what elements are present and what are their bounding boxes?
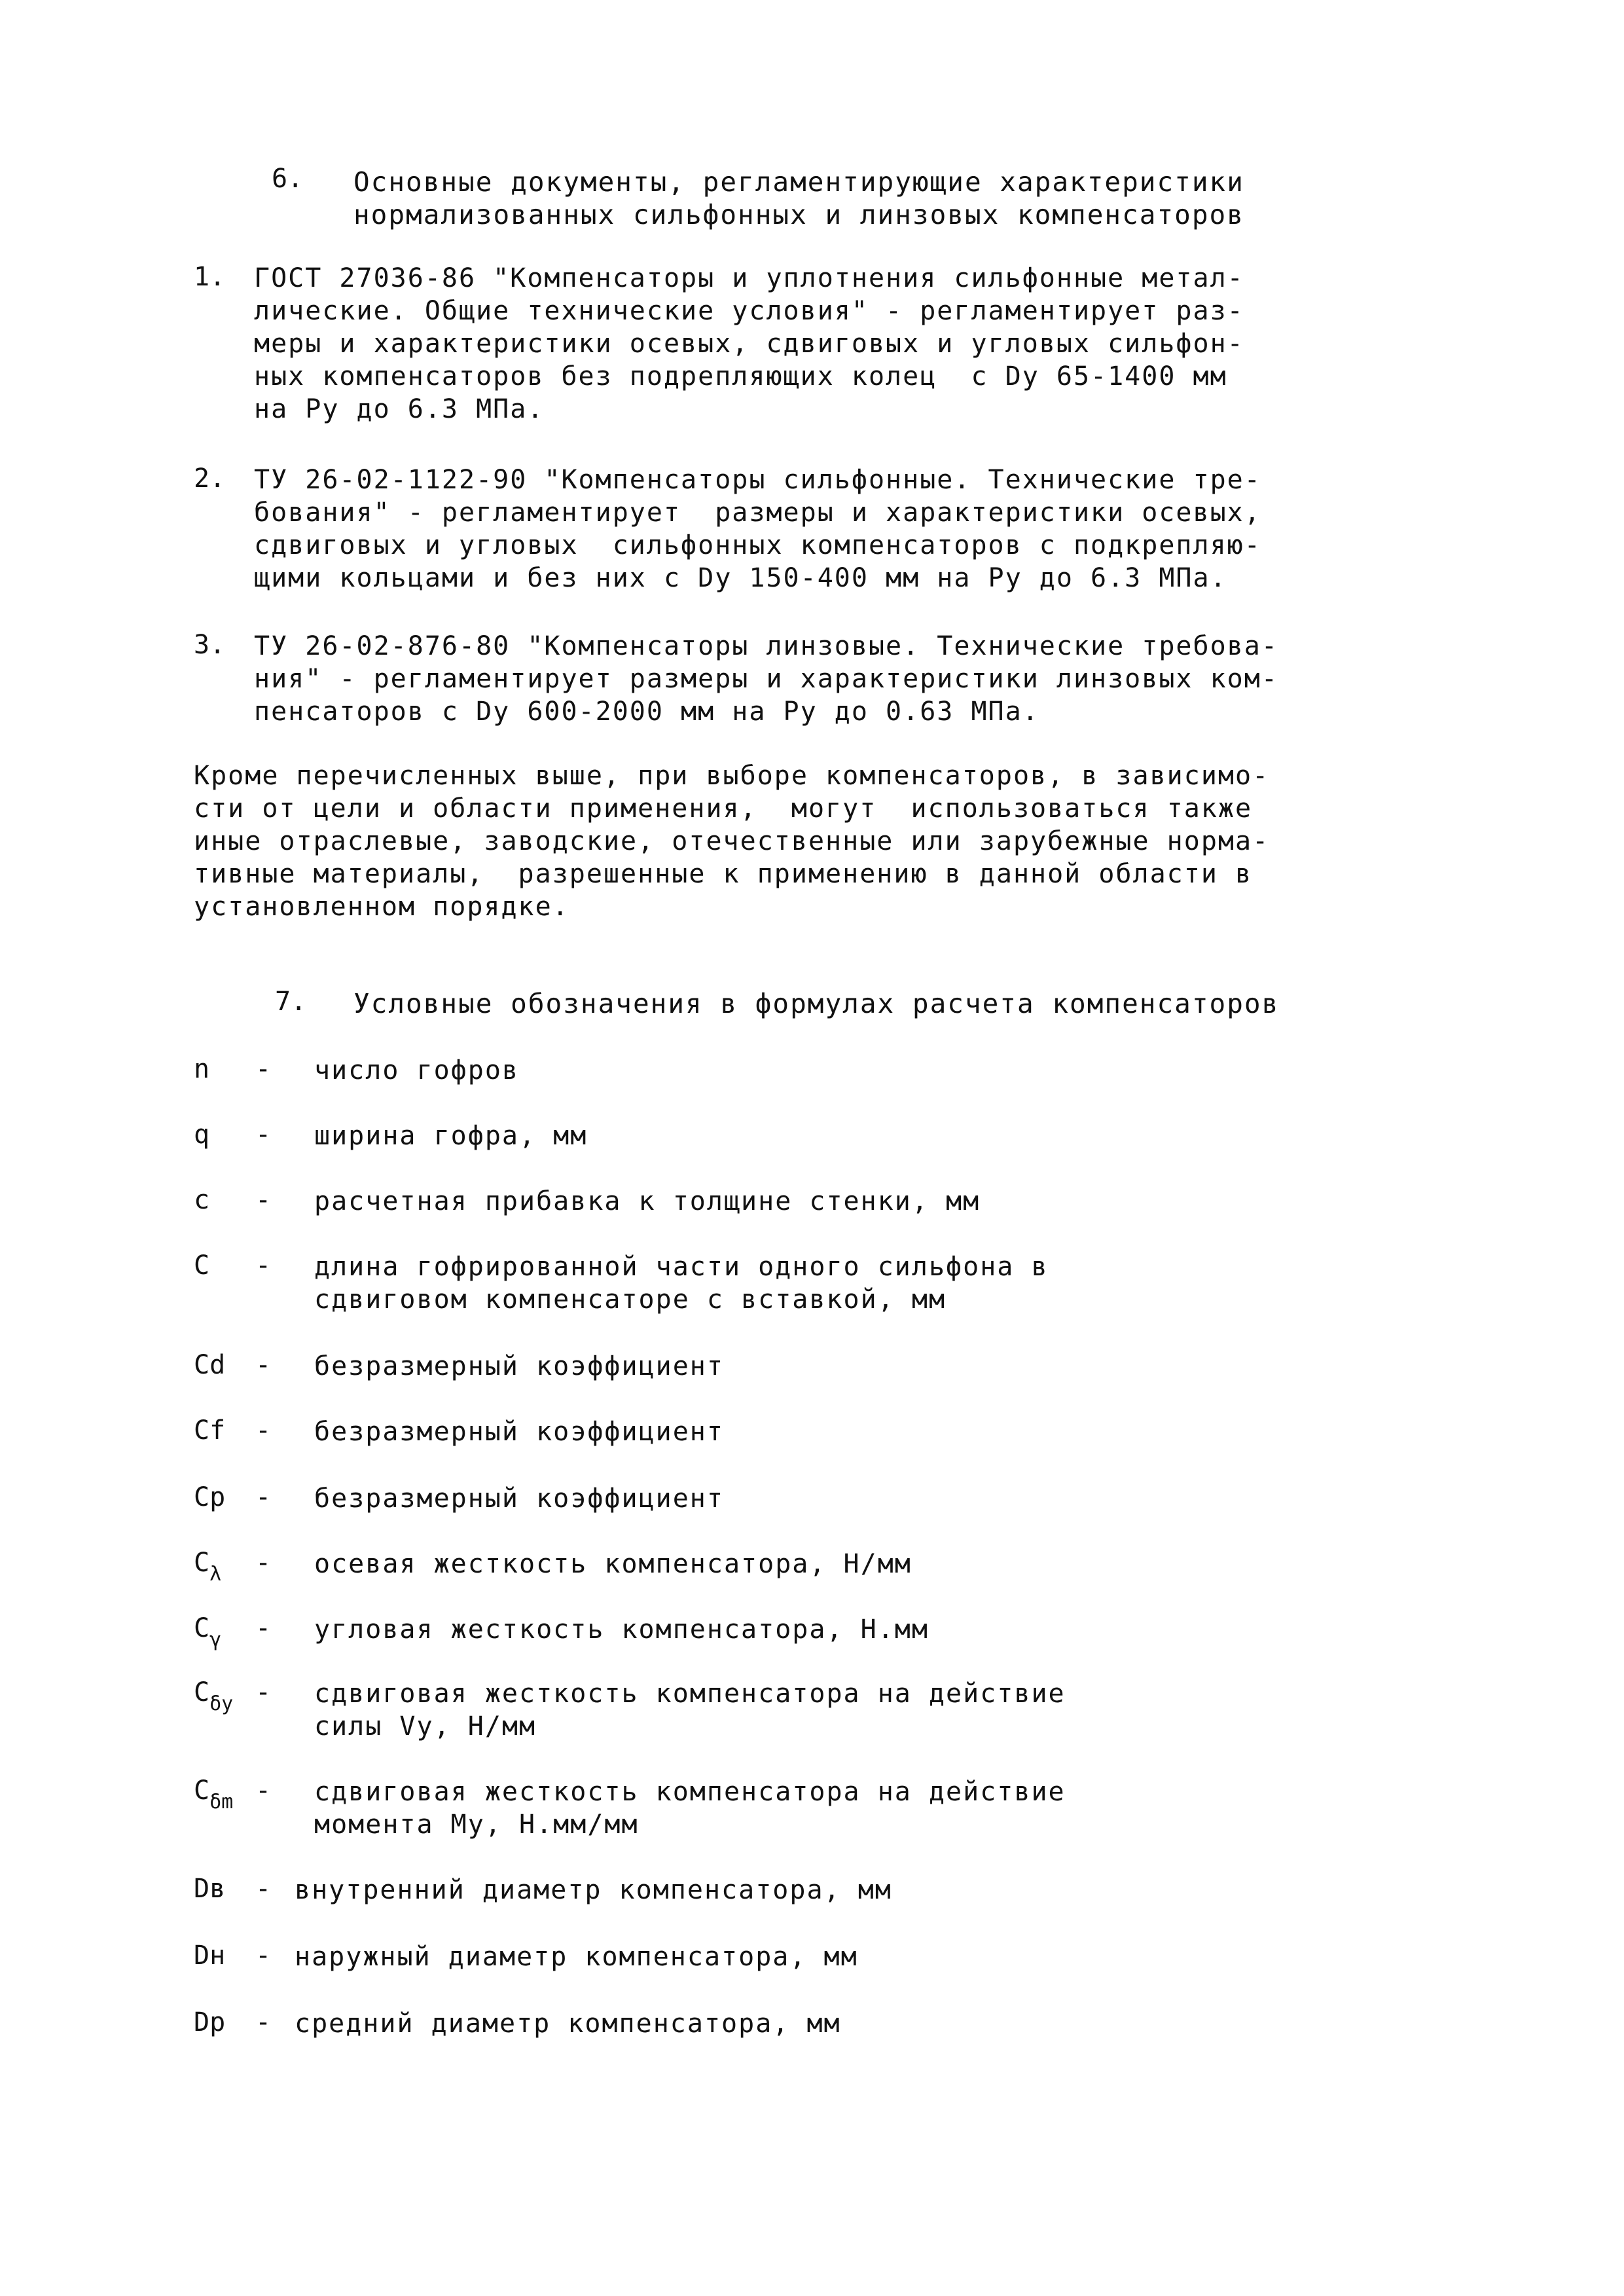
section-number: 6. (272, 164, 304, 194)
list-item-line: ния" - регламентирует размеры и характеристики линзовых ком- (254, 664, 1278, 694)
symbol-description: сдвиговая жесткость компенсатора на действие (314, 1777, 1066, 1807)
symbol: Dн (194, 1941, 226, 1971)
symbol-description: ширина гофра, мм (314, 1121, 588, 1151)
symbol: $C_\gamma$ (194, 1613, 222, 1651)
list-item-number: 3. (194, 630, 226, 660)
list-item-line: лические. Общие технические условия" - регламентирует раз- (254, 296, 1244, 326)
symbol-dash: - (255, 1776, 272, 1806)
symbol-description: осевая жесткость компенсатора, Н/мм (314, 1549, 912, 1579)
symbol: $C_{\delta m}$ (194, 1776, 234, 1813)
list-item-line: ТУ 26-02-876-80 "Компенсаторы линзовые. Технические требова- (254, 631, 1278, 661)
list-item-line: меры и характеристики осевых, сдвиговых и угловых сильфон- (254, 329, 1244, 359)
symbol: n (194, 1054, 210, 1084)
symbol-description: безразмерный коэффициент (314, 1417, 724, 1447)
paragraph-line: установленном порядке. (194, 892, 569, 922)
paragraph-line: тивные материалы, разрешенные к применению в данной области в (194, 859, 1253, 889)
symbol-dash: - (255, 2007, 272, 2037)
symbol-description: безразмерный коэффициент (314, 1484, 724, 1514)
section-heading-line: нормализованных сильфонных и линзовых компенсаторов (353, 199, 1244, 230)
symbol: q (194, 1120, 210, 1150)
section-heading-line: Основные документы, регламентирующие характеристики (353, 166, 1244, 198)
symbol-dash: - (255, 1250, 272, 1281)
list-item-number: 1. (194, 262, 226, 292)
symbol-description: угловая жесткость компенсатора, Н.мм (314, 1614, 929, 1645)
symbol-description: силы Vy, Н/мм (314, 1711, 537, 1741)
symbol-description: длина гофрированной части одного сильфона в (314, 1252, 1049, 1282)
symbol: Cf (194, 1415, 226, 1446)
list-item-line: ных компенсаторов без подрепляющих колец с Dy 65-1400 мм (254, 361, 1227, 392)
symbol-dash: - (255, 1185, 272, 1215)
symbol-description: число гофров (314, 1055, 519, 1085)
symbol: Cp (194, 1482, 226, 1512)
symbol: $C_{\delta y}$ (194, 1677, 234, 1715)
paragraph-line: иные отраслевые, заводские, отечественные или зарубежные норма- (194, 826, 1270, 856)
symbol: Cd (194, 1350, 226, 1380)
list-item-line: ГОСТ 27036-86 "Компенсаторы и уплотнения сильфонные метал- (254, 263, 1244, 293)
symbol-description: безразмерный коэффициент (314, 1351, 724, 1381)
symbol-dash: - (255, 1350, 272, 1380)
symbol-dash: - (255, 1613, 272, 1643)
symbol-description: момента Му, Н.мм/мм (314, 1810, 639, 1840)
symbol: Dp (194, 2007, 226, 2037)
symbol: c (194, 1185, 210, 1215)
symbol-subscript: γ (209, 1628, 222, 1651)
symbol-dash: - (255, 1482, 272, 1512)
list-item-line: щими кольцами и без них с Dy 150-400 мм на Ру до 6.3 МПа. (254, 563, 1227, 593)
symbol-description: расчетная прибавка к толщине стенки, мм (314, 1186, 981, 1216)
symbol-description: сдвиговом компенсаторе с вставкой, мм (314, 1285, 947, 1315)
symbol-subscript: δy (209, 1692, 234, 1715)
symbol-dash: - (255, 1677, 272, 1707)
list-item-line: на Ру до 6.3 МПа. (254, 394, 545, 424)
symbol-description: сдвиговая жесткость компенсатора на действие (314, 1679, 1066, 1709)
symbol-description: внутренний диаметр компенсатора, мм (295, 1875, 892, 1905)
symbol-dash: - (255, 1941, 272, 1971)
list-item-line: пенсаторов с Dy 600-2000 мм на Ру до 0.63 МПа. (254, 697, 1039, 727)
symbol-dash: - (255, 1415, 272, 1446)
paragraph-line: сти от цели и области применения, могут использоваться также (194, 793, 1253, 824)
symbol-dash: - (255, 1120, 272, 1150)
section-number: 7. (275, 987, 307, 1017)
list-item-line: сдвиговых и угловых сильфонных компенсаторов с подкрепляю- (254, 530, 1261, 560)
symbol: C (194, 1250, 210, 1281)
symbol-description: средний диаметр компенсатора, мм (295, 2009, 841, 2039)
symbol-dash: - (255, 1874, 272, 1904)
symbol-subscript: λ (209, 1563, 222, 1586)
list-item-number: 2. (194, 464, 226, 494)
list-item-line: ТУ 26-02-1122-90 "Компенсаторы сильфонные. Технические тре- (254, 465, 1261, 495)
paragraph-line: Кроме перечисленных выше, при выборе компенсаторов, в зависимо- (194, 761, 1270, 791)
list-item-line: бования" - регламентирует размеры и характеристики осевых, (254, 498, 1261, 528)
symbol: Dв (194, 1874, 226, 1904)
symbol-description: наружный диаметр компенсатора, мм (295, 1942, 858, 1972)
symbol-dash: - (255, 1054, 272, 1084)
symbol-subscript: δm (209, 1791, 234, 1813)
section-heading-line: Условные обозначения в формулах расчета компенсаторов (353, 988, 1280, 1019)
symbol-dash: - (255, 1548, 272, 1578)
symbol: $C_\lambda$ (194, 1548, 222, 1586)
